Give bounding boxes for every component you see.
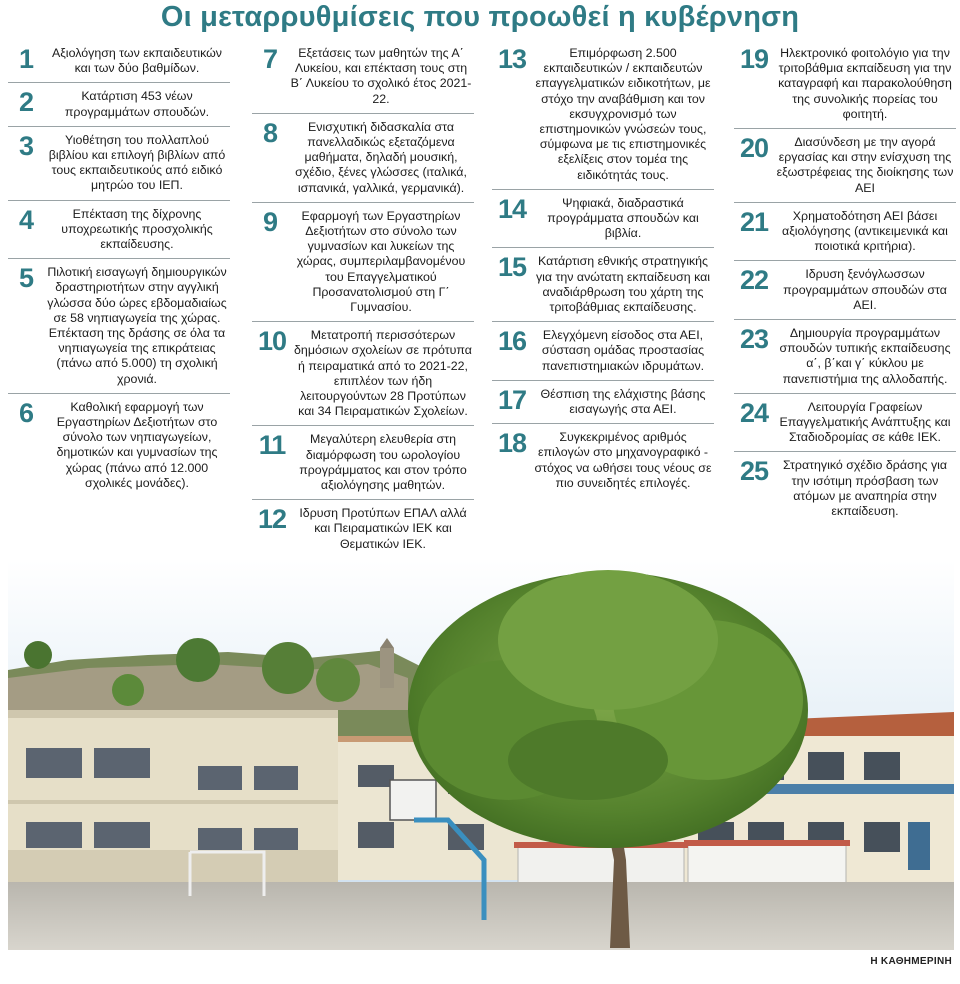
reform-item	[252, 500, 474, 558]
page-title: Οι μεταρρυθμίσεις που προωθεί η κυβέρνηση	[160, 1, 800, 33]
reform-text: Εφαρμογή των Εργαστηρίων Δεξιοτήτων στο σύνολο των γυμνασίων και λυκείων της χώρας, συμπεριλαμβανομένου του Επαγγελματικού Προσανατολισμού στη Γ΄ Γυμνασίου.	[296, 208, 466, 315]
reform-text: Κατάρτιση 453 νέων προγραμμάτων σπουδών.	[64, 89, 210, 119]
reform-text: Διασύνδεση με την αγορά εργασίας και στην ενίσχυση της εξωστρέφειας της διοίκησης των ΑΕΙ	[776, 135, 954, 195]
reform-item	[252, 40, 474, 114]
reform-number: 22	[739, 265, 769, 296]
reform-item	[252, 426, 474, 500]
reform-text: Στρατηγικό σχέδιο δράσης για την ισότιμη πρόσβαση των ατόμων με αναπηρία στην εκπαίδευση.	[782, 458, 948, 519]
reform-number: 8	[262, 117, 278, 148]
reform-item	[8, 40, 230, 83]
reform-number: 3	[18, 130, 34, 161]
reform-number: 10	[257, 326, 287, 357]
reform-text: Ελεγχόμενη είσοδος στα ΑΕΙ, σύσταση ομάδας προστασίας πανεπιστημιακών ιδρυμάτων.	[541, 328, 705, 373]
reform-text: Ιδρυση ξενόγλωσσων προγραμμάτων σπουδών στα ΑΕΙ.	[783, 267, 947, 312]
reform-item	[734, 394, 956, 453]
reform-item	[734, 261, 956, 320]
reform-number: 9	[262, 206, 278, 237]
reform-item	[492, 248, 714, 322]
reform-item	[734, 203, 956, 262]
reform-item	[734, 40, 956, 129]
reform-text: Επιμόρφωση 2.500 εκπαιδευτικών / εκπαιδευτών επαγγελματικών ειδικοτήτων, με στόχο την αναβάθμιση και τον εκσυγχρονισμό των επιστημονικών γνώσεών τους, σύμφωνα με τις επιστημονικές εξελίξεις στον τομέα της ειδικότητάς τους.	[535, 46, 711, 182]
reform-number: 24	[739, 397, 769, 428]
reform-column-4	[734, 40, 956, 525]
reform-text: Θέσπιση της ελάχιστης βάσης εισαγωγής στα ΑΕΙ.	[540, 386, 706, 417]
reform-text: Υιοθέτηση του πολλαπλού βιβλίου και επιλογή βιβλίων από τους εκπαιδευτικούς από ειδικό μητρώο του ΙΕΠ.	[48, 132, 226, 193]
reform-number: 5	[18, 263, 34, 294]
reform-number: 18	[497, 428, 527, 459]
reform-text: Ενισχυτική διδασκαλία στα πανελλαδικώς εξεταζόμενα μαθήματα, δηλαδή μουσική, σχέδιο, ξένες γλώσσες (ιταλικά, ισπανικά, γαλλικά, γερμανικά).	[295, 119, 467, 195]
reform-number: 1	[18, 44, 34, 74]
reform-number: 16	[497, 326, 527, 357]
reform-column-3	[492, 40, 714, 497]
reform-item	[492, 424, 714, 497]
reform-text: Συγκεκριμένος αριθμός επιλογών στο μηχανογραφικό - στόχος να ωθήσει τους νέους σε πιο συνειδητές επιλογές.	[534, 430, 712, 490]
reform-text: Ψηφιακά, διαδραστικά προγράμματα σπουδών και βιβλία.	[547, 195, 699, 241]
reform-number: 21	[739, 206, 769, 237]
reform-text: Καθολική εφαρμογή των Εργαστηρίων Δεξιοτήτων στο σύνολο των νηπιαγωγείων, δημοτικών και γυμνασίων της χώρας (πάνω από 12.000 σχολικές μονάδες).	[56, 399, 218, 490]
reform-item	[8, 201, 230, 260]
reform-item	[8, 83, 230, 126]
reform-column-2	[252, 40, 474, 558]
reform-item	[8, 259, 230, 394]
reform-number: 12	[257, 504, 287, 535]
reform-text: Εξετάσεις των μαθητών της Α΄ Λυκείου, και επέκταση τους στη Β΄ Λυκείου το σχολικό έτος 2021-22.	[290, 46, 472, 106]
reform-text: Ηλεκτρονικό φοιτολόγιο για την τριτοβάθμια εκπαίδευση για την καταγραφή και παρακολούθηση της συνολικής πορείας του φοιτητή.	[778, 46, 952, 121]
reform-text: Λειτουργία Γραφείων Επαγγελματικής Ανάπτυξης και Σταδιοδρομίας σε κάθε ΙΕΚ.	[779, 399, 951, 445]
reform-number: 4	[18, 204, 34, 235]
reform-number: 7	[262, 44, 278, 74]
reform-text: Κατάρτιση εθνικής στρατηγικής για την ανώτατη εκπαίδευση και αναδιάρθρωση του χάρτη της τριτοβάθμιας εκπαίδευσης.	[535, 254, 711, 315]
reform-column-1	[8, 40, 230, 497]
reform-number: 20	[739, 133, 769, 164]
reform-item	[492, 322, 714, 381]
reform-text: Χρηματοδότηση ΑΕΙ βάσει αξιολόγησης (αντικειμενικά και ποιοτικά κριτήρια).	[782, 208, 948, 254]
reform-number: 13	[497, 44, 527, 74]
reform-text: Μετατροπή περισσότερων δημόσιων σχολείων σε πρότυπα ή πειραματικά από το 2021-22, επιπλέον των ήδη λειτουργούντων 28 Προτύπων και 34 Πειραματικών Σχολείων.	[294, 328, 472, 419]
reform-number: 14	[497, 193, 527, 224]
reform-number: 19	[739, 44, 769, 74]
reform-text: Πιλοτική εισαγωγή δημιουργικών δραστηριοτήτων στην αγγλική γλώσσα δύο ώρες εβδομαδιαίως σε 58 νηπιαγωγεία της χώρας. Επέκταση της δράσης σε όλα τα νηπιαγωγεία της επικράτειας (πάνω από 5.000) τη σχολική χρονιά.	[47, 265, 227, 386]
reform-item	[252, 203, 474, 322]
reform-text: Αξιολόγηση των εκπαιδευτικών και των δύο βαθμίδων.	[52, 46, 222, 76]
reform-text: Επέκταση της δίχρονης υποχρεωτικής προσχολικής εκπαίδευσης.	[61, 206, 213, 252]
reform-item	[8, 394, 230, 497]
reform-item	[492, 381, 714, 424]
reform-text: Δημιουργία προγραμμάτων σπουδών τυπικής εκπαίδευσης α΄, β΄και γ΄ κύκλου με πανεπιστήμια της αλλοδαπής.	[779, 326, 951, 386]
schoolyard-photo	[8, 560, 954, 950]
reform-item	[734, 129, 956, 203]
reform-number: 25	[739, 456, 769, 487]
reform-number: 11	[258, 430, 286, 461]
reform-item	[8, 127, 230, 201]
publisher-credit: Η ΚΑΘΗΜΕΡΙΝΗ	[870, 956, 952, 967]
reform-item	[252, 114, 474, 203]
reform-text: Μεγαλύτερη ελευθερία στη διαμόρφωση του ωρολογίου προγράμματος και στον τρόπο αξιολόγησης μαθητών.	[299, 432, 467, 493]
reform-text: Ιδρυση Προτύπων ΕΠΑΛ αλλά και Πειραματικών ΙΕΚ και Θεματικών ΙΕΚ.	[299, 506, 467, 551]
reform-item	[734, 452, 956, 525]
reform-item	[252, 322, 474, 426]
reform-item	[734, 320, 956, 394]
reform-number: 6	[18, 397, 34, 428]
reform-number: 23	[739, 324, 769, 355]
reform-number: 17	[497, 384, 527, 415]
reform-item	[492, 190, 714, 249]
reform-item	[492, 40, 714, 190]
reform-number: 15	[497, 252, 527, 283]
reform-number: 2	[18, 87, 34, 118]
